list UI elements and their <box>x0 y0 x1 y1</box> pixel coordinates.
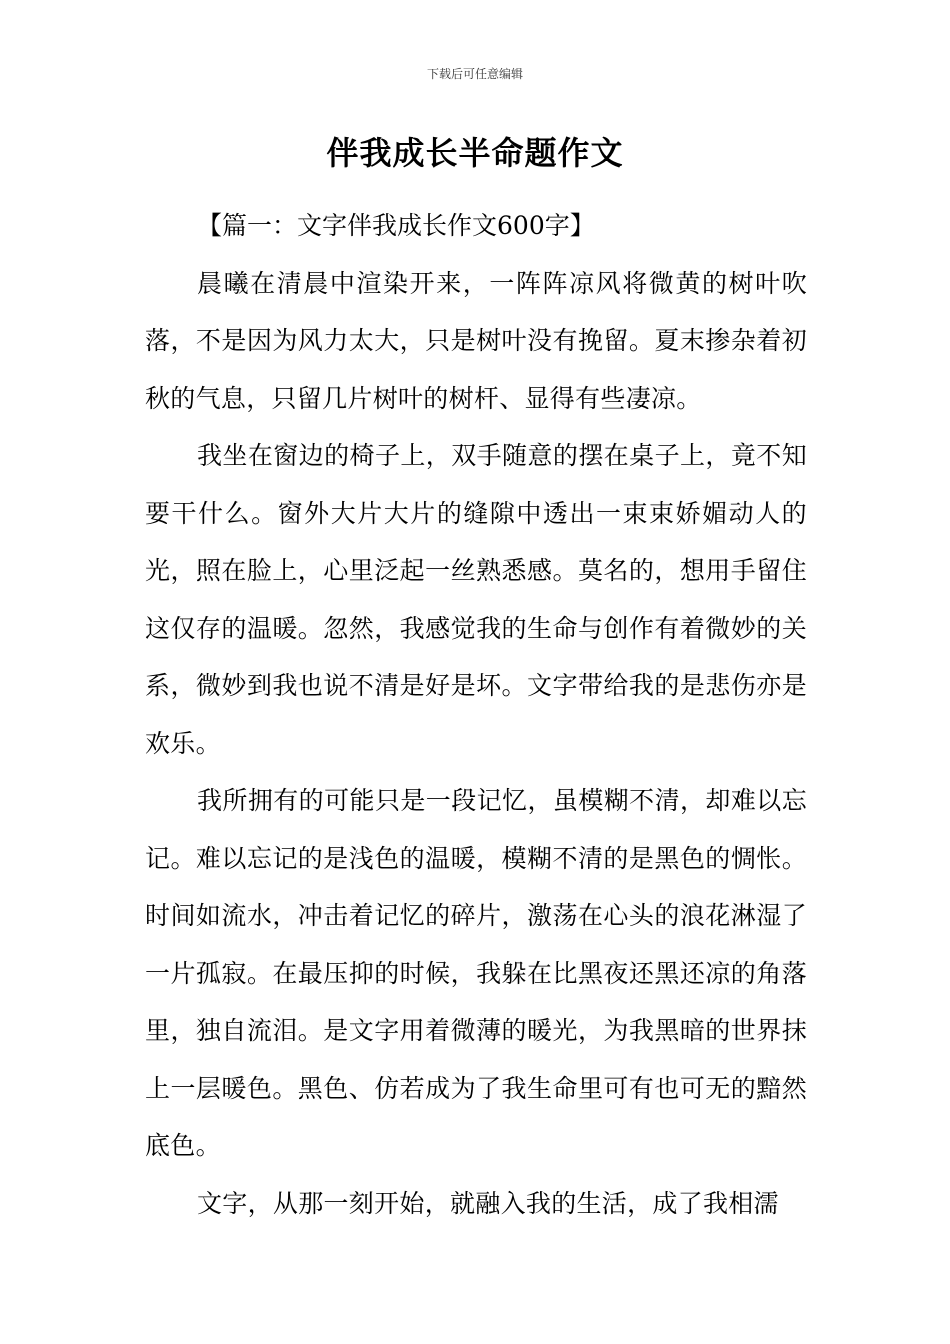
paragraph-1: 晨曦在清晨中渲染开来，一阵阵凉风将微黄的树叶吹落，不是因为风力太大，只是树叶没有挽留。夏末掺杂着初秋的气息，只留几片树叶的树杆、显得有些凄凉。 <box>145 268 807 413</box>
paragraph-3: 我所拥有的可能只是一段记忆，虽模糊不清，却难以忘记。难以忘记的是浅色的温暖，模糊不清的是黑色的惆怅。时间如流水，冲击着记忆的碎片，激荡在心头的浪花淋湿了一片孤寂。在最压抑的时候，我躲在比黑夜还黑还凉的角落里，独自流泪。是文字用着微薄的暖光，为我黑暗的世界抹上一层暖色。黑色、仿若成为了我生命里可有也可无的黯然底色。 <box>145 786 807 1160</box>
document-body <box>145 197 807 1232</box>
paragraph-4: 文字，从那一刻开始，就融入我的生活，成了我相濡 <box>197 1188 779 1218</box>
page-header-note: 下载后可任意编辑 <box>426 67 523 81</box>
paragraph-2: 我坐在窗边的椅子上，双手随意的摆在桌子上，竟不知要干什么。窗外大片大片的缝隙中透出一束束娇媚动人的光，照在脸上，心里泛起一丝熟悉感。莫名的，想用手留住这仅存的温暖。忽然，我感觉我的生命与创作有着微妙的关系，微妙到我也说不清是好是坏。文字带给我的是悲伤亦是欢乐。 <box>145 441 807 758</box>
document-title: 伴我成长半命题作文 <box>326 134 624 172</box>
section-heading: 【篇一：文字伴我成长作文600字】 <box>197 211 595 240</box>
